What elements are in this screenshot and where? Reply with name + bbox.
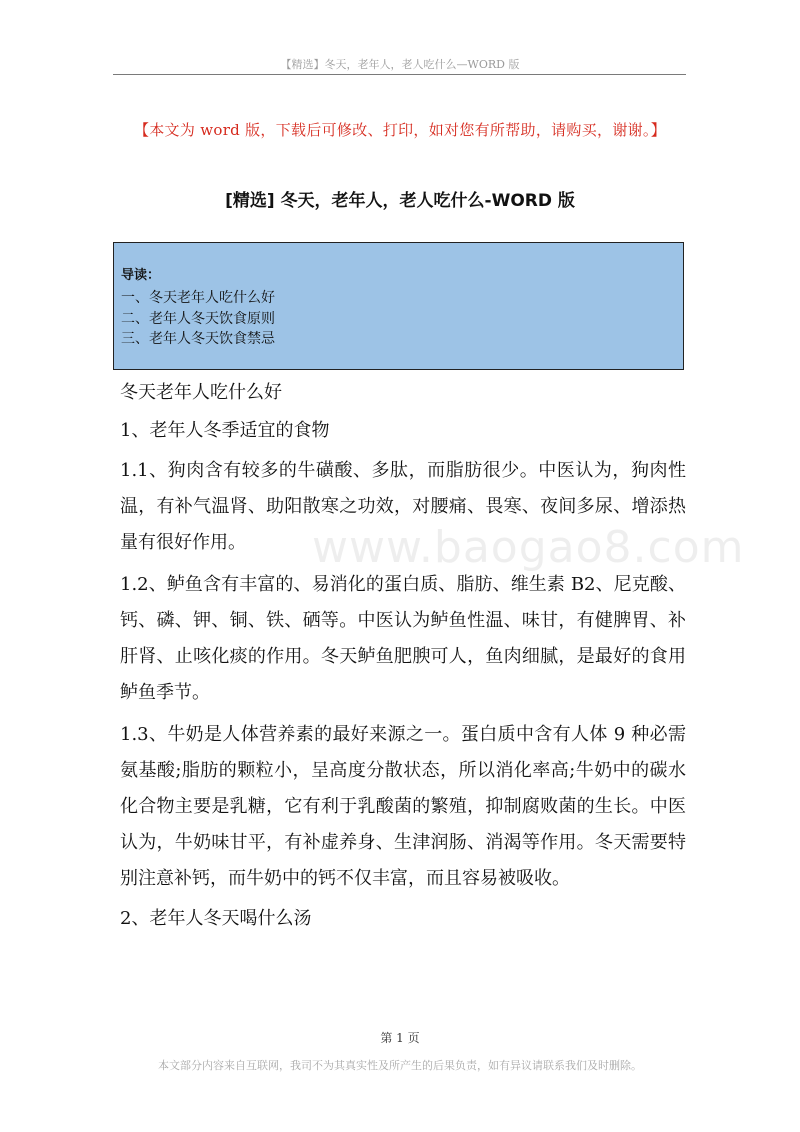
- sub-heading-foods: 1、老年人冬季适宜的食物: [120, 420, 330, 441]
- document-title: [精选] 冬天，老年人，老人吃什么-WORD 版: [225, 191, 575, 211]
- guide-item: 一、冬天老年人吃什么好: [121, 290, 275, 306]
- paragraph-perch: 1.2、鲈鱼含有丰富的、易消化的蛋白质、脂肪、维生素 B2、尼克酸、钙、磷、钾、铜、铁、硒等。中医认为鲈鱼性温、味甘，有健脾胃、补肝肾、止咳化痰的作用。冬天鲈鱼肥腴可人，鱼肉细腻，是最好的食用鲈鱼季节。: [120, 574, 686, 703]
- guide-list: [121, 288, 275, 350]
- footer-disclaimer: 本文部分内容来自互联网，我司不为其真实性及所产生的后果负责，如有异议请联系我们及时删除。: [158, 1059, 642, 1072]
- guide-title: 导读：: [121, 268, 161, 283]
- sub-heading-soup: 2、老年人冬天喝什么汤: [120, 908, 312, 929]
- header-divider: [113, 74, 686, 75]
- guide-item: 三、老年人冬天饮食禁忌: [121, 331, 275, 347]
- section-heading: 冬天老年人吃什么好: [120, 382, 282, 403]
- watermark: www.baogao8.com: [312, 522, 745, 573]
- guide-item: 二、老年人冬天饮食原则: [121, 310, 275, 327]
- document-body: [120, 377, 686, 941]
- page-number: 第 1 页: [380, 1031, 420, 1045]
- paragraph-milk: 1.3、牛奶是人体营养素的最好来源之一。蛋白质中含有人体 9 种必需氨基酸;脂肪的颗粒小，呈高度分散状态，所以消化率高;牛奶中的碳水化合物主要是乳糖，它有利于乳酸菌的繁殖，抑制腐败菌的生长。中医认为，牛奶味甘平，有补虚养身、生津润肠、消渴等作用。冬天需要特别注意补钙，而牛奶中的钙不仅丰富，而且容易被吸收。: [120, 724, 686, 889]
- purchase-notice: 【本文为 word 版，下载后可修改、打印，如对您有所帮助，请购买，谢谢。】: [133, 121, 667, 139]
- paragraph-dog-meat: 1.1、狗肉含有较多的牛磺酸、多肽，而脂肪很少。中医认为，狗肉性温，有补气温肾、助阳散寒之功效，对腰痛、畏寒、夜间多尿、增添热量有很好作用。: [120, 460, 686, 553]
- page-header-text: 【精选】冬天，老年人，老人吃什么—WORD 版: [280, 58, 520, 71]
- guide-box: [113, 242, 684, 370]
